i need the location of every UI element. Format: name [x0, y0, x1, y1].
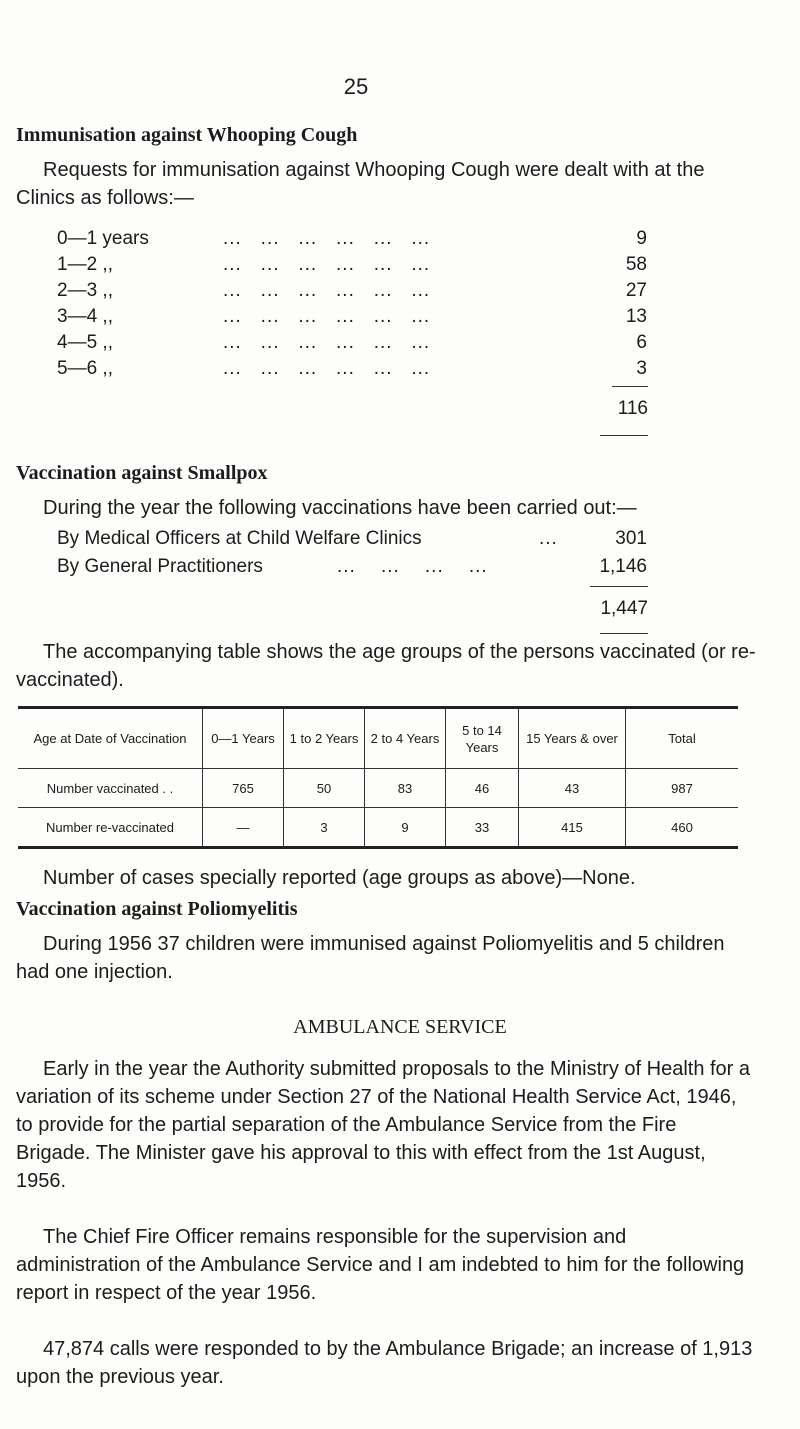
table-cell: 33 [446, 808, 519, 848]
whooping-total: 116 [617, 398, 648, 419]
age-range-label: 5—6 ,, [57, 358, 113, 379]
list-item [57, 306, 647, 332]
dot-leader: ... ... ... ... ... ... [223, 306, 431, 327]
count-value: 13 [625, 306, 647, 327]
table-cell: 9 [365, 808, 446, 848]
smallpox-total: 1,447 [600, 598, 648, 619]
count-value: 1,146 [599, 556, 647, 577]
vaccinator-label: By General Practitioners [57, 556, 263, 577]
count-value: 27 [625, 280, 647, 301]
dot-leader: ... ... ... ... ... ... [223, 332, 431, 353]
age-range-label: 0—1 years [57, 228, 149, 249]
table-cell: 3 [284, 808, 365, 848]
row-label: Number re-vaccinated [18, 808, 203, 848]
ambulance-paragraph-text: Early in the year the Authority submitted proposals to the Ministry of Health for a variation of its scheme under Section 27 of the National Health Service Act, 1946, to provide for the partial separation of the Ambulance Service from the Fire Brigade. The Minister gave his approval to this with effect from the 1st August, 1956. [16, 1058, 751, 1192]
dot-leader: ... ... ... ... ... ... [223, 228, 431, 249]
table-cell: 46 [446, 769, 519, 808]
whooping-cough-intro-text: Requests for immunisation against Whooping Cough were dealt with at the Clinics as follows:— [16, 159, 705, 209]
count-value: 6 [636, 332, 647, 353]
row-label: Number vaccinated . . [18, 769, 203, 808]
vaccination-age-table [18, 706, 738, 849]
count-value: 58 [625, 254, 647, 275]
table-cell: 460 [626, 808, 739, 848]
special-cases-line: Number of cases specially reported (age groups as above)—None. [43, 867, 636, 889]
dot-leader: ... ... ... ... ... ... [223, 254, 431, 275]
age-range-label: 3—4 ,, [57, 306, 113, 327]
list-item [57, 332, 647, 358]
ambulance-paragraph-3 [16, 1335, 754, 1391]
table-header-row [18, 708, 738, 769]
ambulance-heading: AMBULANCE SERVICE [293, 1016, 507, 1038]
table-cell: — [203, 808, 284, 848]
ambulance-paragraph-1 [16, 1055, 754, 1195]
table-cell: 43 [519, 769, 626, 808]
vaccinator-label: By Medical Officers at Child Welfare Clinics [57, 528, 422, 549]
poliomyelitis-paragraph: During 1956 37 children were immunised against Poliomyelitis and 5 children had one injection. [16, 933, 725, 983]
table-intro-text: The accompanying table shows the age groups of the persons vaccinated (or re-vaccinated). [16, 641, 756, 691]
table-cell: 987 [626, 769, 739, 808]
list-item [57, 528, 647, 556]
sum-rule [590, 586, 648, 587]
total-rule [600, 435, 648, 436]
column-header: 0—1 Years [203, 708, 284, 769]
whooping-cough-intro [16, 156, 754, 212]
smallpox-intro: During the year the following vaccinations have been carried out:— [43, 497, 637, 519]
count-value: 3 [636, 358, 647, 379]
column-header: Total [626, 708, 739, 769]
sum-rule [612, 386, 648, 387]
total-rule [600, 633, 648, 634]
table-cell: 415 [519, 808, 626, 848]
list-item [57, 280, 647, 306]
list-item [57, 358, 647, 384]
table-cell: 765 [203, 769, 284, 808]
whooping-cough-heading: Immunisation against Whooping Cough [16, 124, 358, 146]
list-item [57, 556, 647, 584]
column-header: 5 to 14 Years [446, 708, 519, 769]
poliomyelitis-text [16, 930, 756, 986]
age-range-label: 2—3 ,, [57, 280, 113, 301]
table-cell: 83 [365, 769, 446, 808]
column-header: 15 Years & over [519, 708, 626, 769]
dot-leader: ... ... ... ... [337, 556, 488, 577]
dot-leader: ... ... ... ... ... ... [223, 280, 431, 301]
column-header: 1 to 2 Years [284, 708, 365, 769]
poliomyelitis-heading: Vaccination against Poliomyelitis [16, 898, 298, 920]
age-range-label: 4—5 ,, [57, 332, 113, 353]
table-row [18, 808, 738, 848]
dot-leader: ... [539, 528, 558, 549]
ambulance-paragraph-text: 47,874 calls were responded to by the Ambulance Brigade; an increase of 1,913 upon the previous year. [16, 1338, 753, 1388]
count-value: 301 [615, 528, 647, 549]
column-header: Age at Date of Vaccination [18, 708, 203, 769]
list-item [57, 254, 647, 280]
column-header: 2 to 4 Years [365, 708, 446, 769]
table-row [18, 769, 738, 808]
ambulance-paragraph-text: The Chief Fire Officer remains responsible for the supervision and administration of the Ambulance Service and I am indebted to him for the following report in respect of the year 1956. [16, 1226, 745, 1304]
count-value: 9 [636, 228, 647, 249]
list-item [57, 228, 647, 254]
page-number: 25 [343, 74, 369, 99]
table-cell: 50 [284, 769, 365, 808]
dot-leader: ... ... ... ... ... ... [223, 358, 431, 379]
smallpox-heading: Vaccination against Smallpox [16, 462, 268, 484]
table-intro [16, 638, 756, 694]
age-range-label: 1—2 ,, [57, 254, 113, 275]
ambulance-paragraph-2 [16, 1223, 754, 1307]
